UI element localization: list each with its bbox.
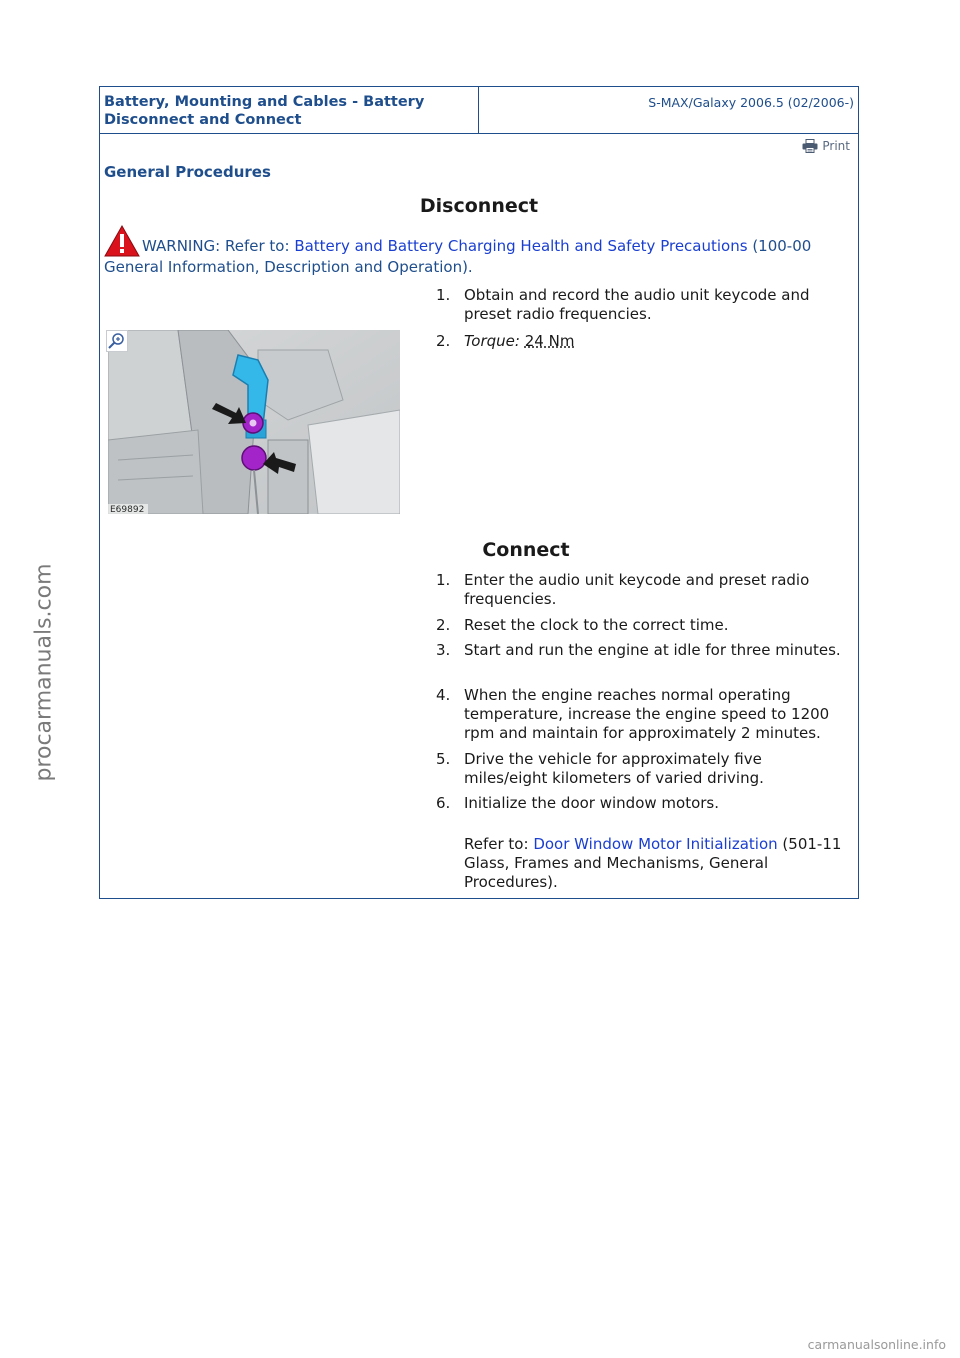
warning-note <box>104 225 844 278</box>
step-text: Drive the vehicle for approximately five miles/eight kilometers of varied driving. <box>464 750 764 787</box>
link-door-window-motor-initialization[interactable]: Door Window Motor Initialization <box>533 835 778 853</box>
header-divider <box>478 87 479 133</box>
section-label: General Procedures <box>104 163 271 181</box>
refer-suffix: (501-11 Glass, Frames and Mechanisms, General Procedures). <box>464 835 842 891</box>
warning-suffix: (100-00 General Information, Description and Operation). <box>104 237 812 276</box>
zoom-icon[interactable] <box>106 330 128 352</box>
procedure-frame <box>99 86 859 899</box>
document-header <box>100 87 858 134</box>
side-watermark-text: procarmanuals.com <box>31 563 57 782</box>
refer-prefix: Refer to: <box>464 835 534 853</box>
print-button[interactable] <box>802 139 850 153</box>
warning-prefix: WARNING: Refer to: <box>142 237 295 255</box>
step-number: 2. <box>436 616 451 634</box>
step-number: 3. <box>436 641 451 659</box>
torque-value: 24 Nm <box>524 332 575 350</box>
step-text: Start and run the engine at idle for three minutes. <box>464 641 841 659</box>
step-number: 1. <box>436 571 451 589</box>
page-title <box>104 93 474 129</box>
step-number: 5. <box>436 750 451 768</box>
disconnect-heading: Disconnect <box>419 195 539 217</box>
step-text: Enter the audio unit keycode and preset radio frequencies. <box>464 571 810 608</box>
link-battery-safety-precautions[interactable]: Battery and Battery Charging Health and Safety Precautions <box>294 237 748 255</box>
figure-id: E69892 <box>110 505 145 514</box>
step-number: 1. <box>436 286 451 304</box>
step-number: 2. <box>436 332 451 350</box>
step-number: 6. <box>436 794 451 812</box>
page-title-line-2: Disconnect and Connect <box>104 112 302 128</box>
connect-heading: Connect <box>482 539 570 561</box>
step-text: Obtain and record the audio unit keycode and preset radio frequencies. <box>464 286 810 323</box>
step-text <box>464 332 846 351</box>
step-text: Initialize the door window motors. <box>464 794 720 812</box>
bottom-watermark: carmanualsonline.info <box>807 1337 946 1352</box>
vehicle-model: S-MAX/Galaxy 2006.5 (02/2006-) <box>648 95 854 110</box>
page-title-line-1: Battery, Mounting and Cables - Battery <box>104 94 425 110</box>
print-label: Print <box>822 139 850 153</box>
refer-note <box>464 835 849 892</box>
step-text: When the engine reaches normal operating temperature, increase the engine speed to 1200 rpm and maintain for approximately 2 minutes. <box>464 686 830 742</box>
procedure-illustration[interactable] <box>108 330 400 514</box>
printer-icon <box>802 139 818 153</box>
step-number: 4. <box>436 686 451 704</box>
step-text: Reset the clock to the correct time. <box>464 616 729 634</box>
torque-label: Torque: <box>464 332 520 350</box>
warning-triangle-icon <box>104 225 140 257</box>
